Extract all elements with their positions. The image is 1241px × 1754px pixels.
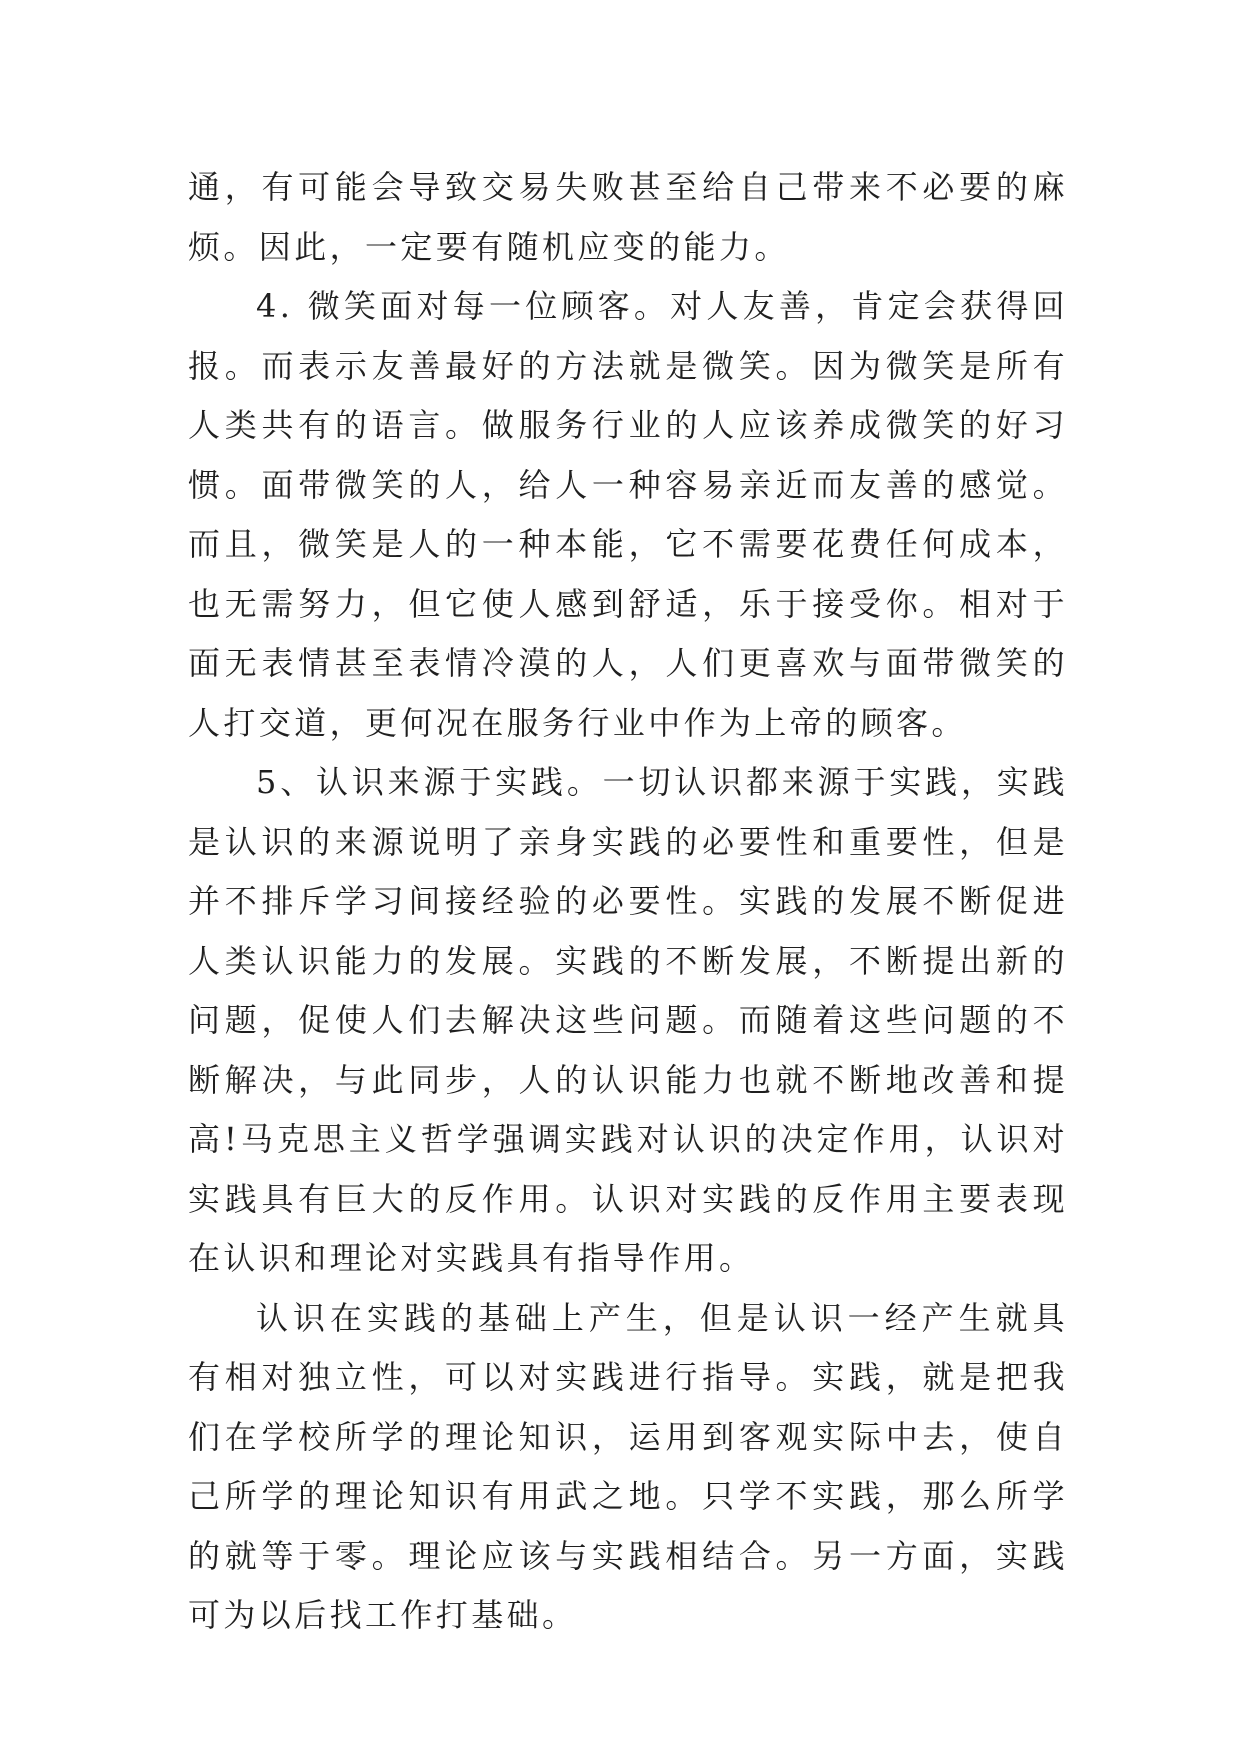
paragraph-theory: 认识在实践的基础上产生，但是认识一经产生就具有相对独立性，可以对实践进行指导。实践，就是把我们在学校所学的理论知识，运用到客观实际中去，使自己所学的理论知识有用武之地。只学不实践，那么所学的就等于零。理论应该与实践相结合。另一方面，实践可为以后找工作打基础。 bbox=[188, 1298, 1068, 1634]
document-body bbox=[188, 158, 1068, 1646]
paragraph-practice: 5、认识来源于实践。一切认识都来源于实践，实践是认识的来源说明了亲身实践的必要性和重要性，但是并不排斥学习间接经验的必要性。实践的发展不断促进人类认识能力的发展。实践的不断发展，不断提出新的问题，促使人们去解决这些问题。而随着这些问题的不断解决，与此同步，人的认识能力也就不断地改善和提高!马克思主义哲学强调实践对认识的决定作用，认识对实践具有巨大的反作用。认识对实践的反作用主要表现在认识和理论对实践具有指导作用。 bbox=[188, 763, 1068, 1277]
paragraph-smile: 4. 微笑面对每一位顾客。对人友善，肯定会获得回报。而表示友善最好的方法就是微笑。因为微笑是所有人类共有的语言。做服务行业的人应该养成微笑的好习惯。面带微笑的人，给人一种容易亲近而友善的感觉。而且，微笑是人的一种本能，它不需要花费任何成本，也无需努力，但它使人感到舒适，乐于接受你。相对于面无表情甚至表情冷漠的人，人们更喜欢与面带微笑的人打交道，更何况在服务行业中作为上帝的顾客。 bbox=[188, 287, 1068, 742]
paragraph-continuation: 通，有可能会导致交易失败甚至给自己带来不必要的麻烦。因此，一定要有随机应变的能力。 bbox=[188, 168, 1068, 266]
